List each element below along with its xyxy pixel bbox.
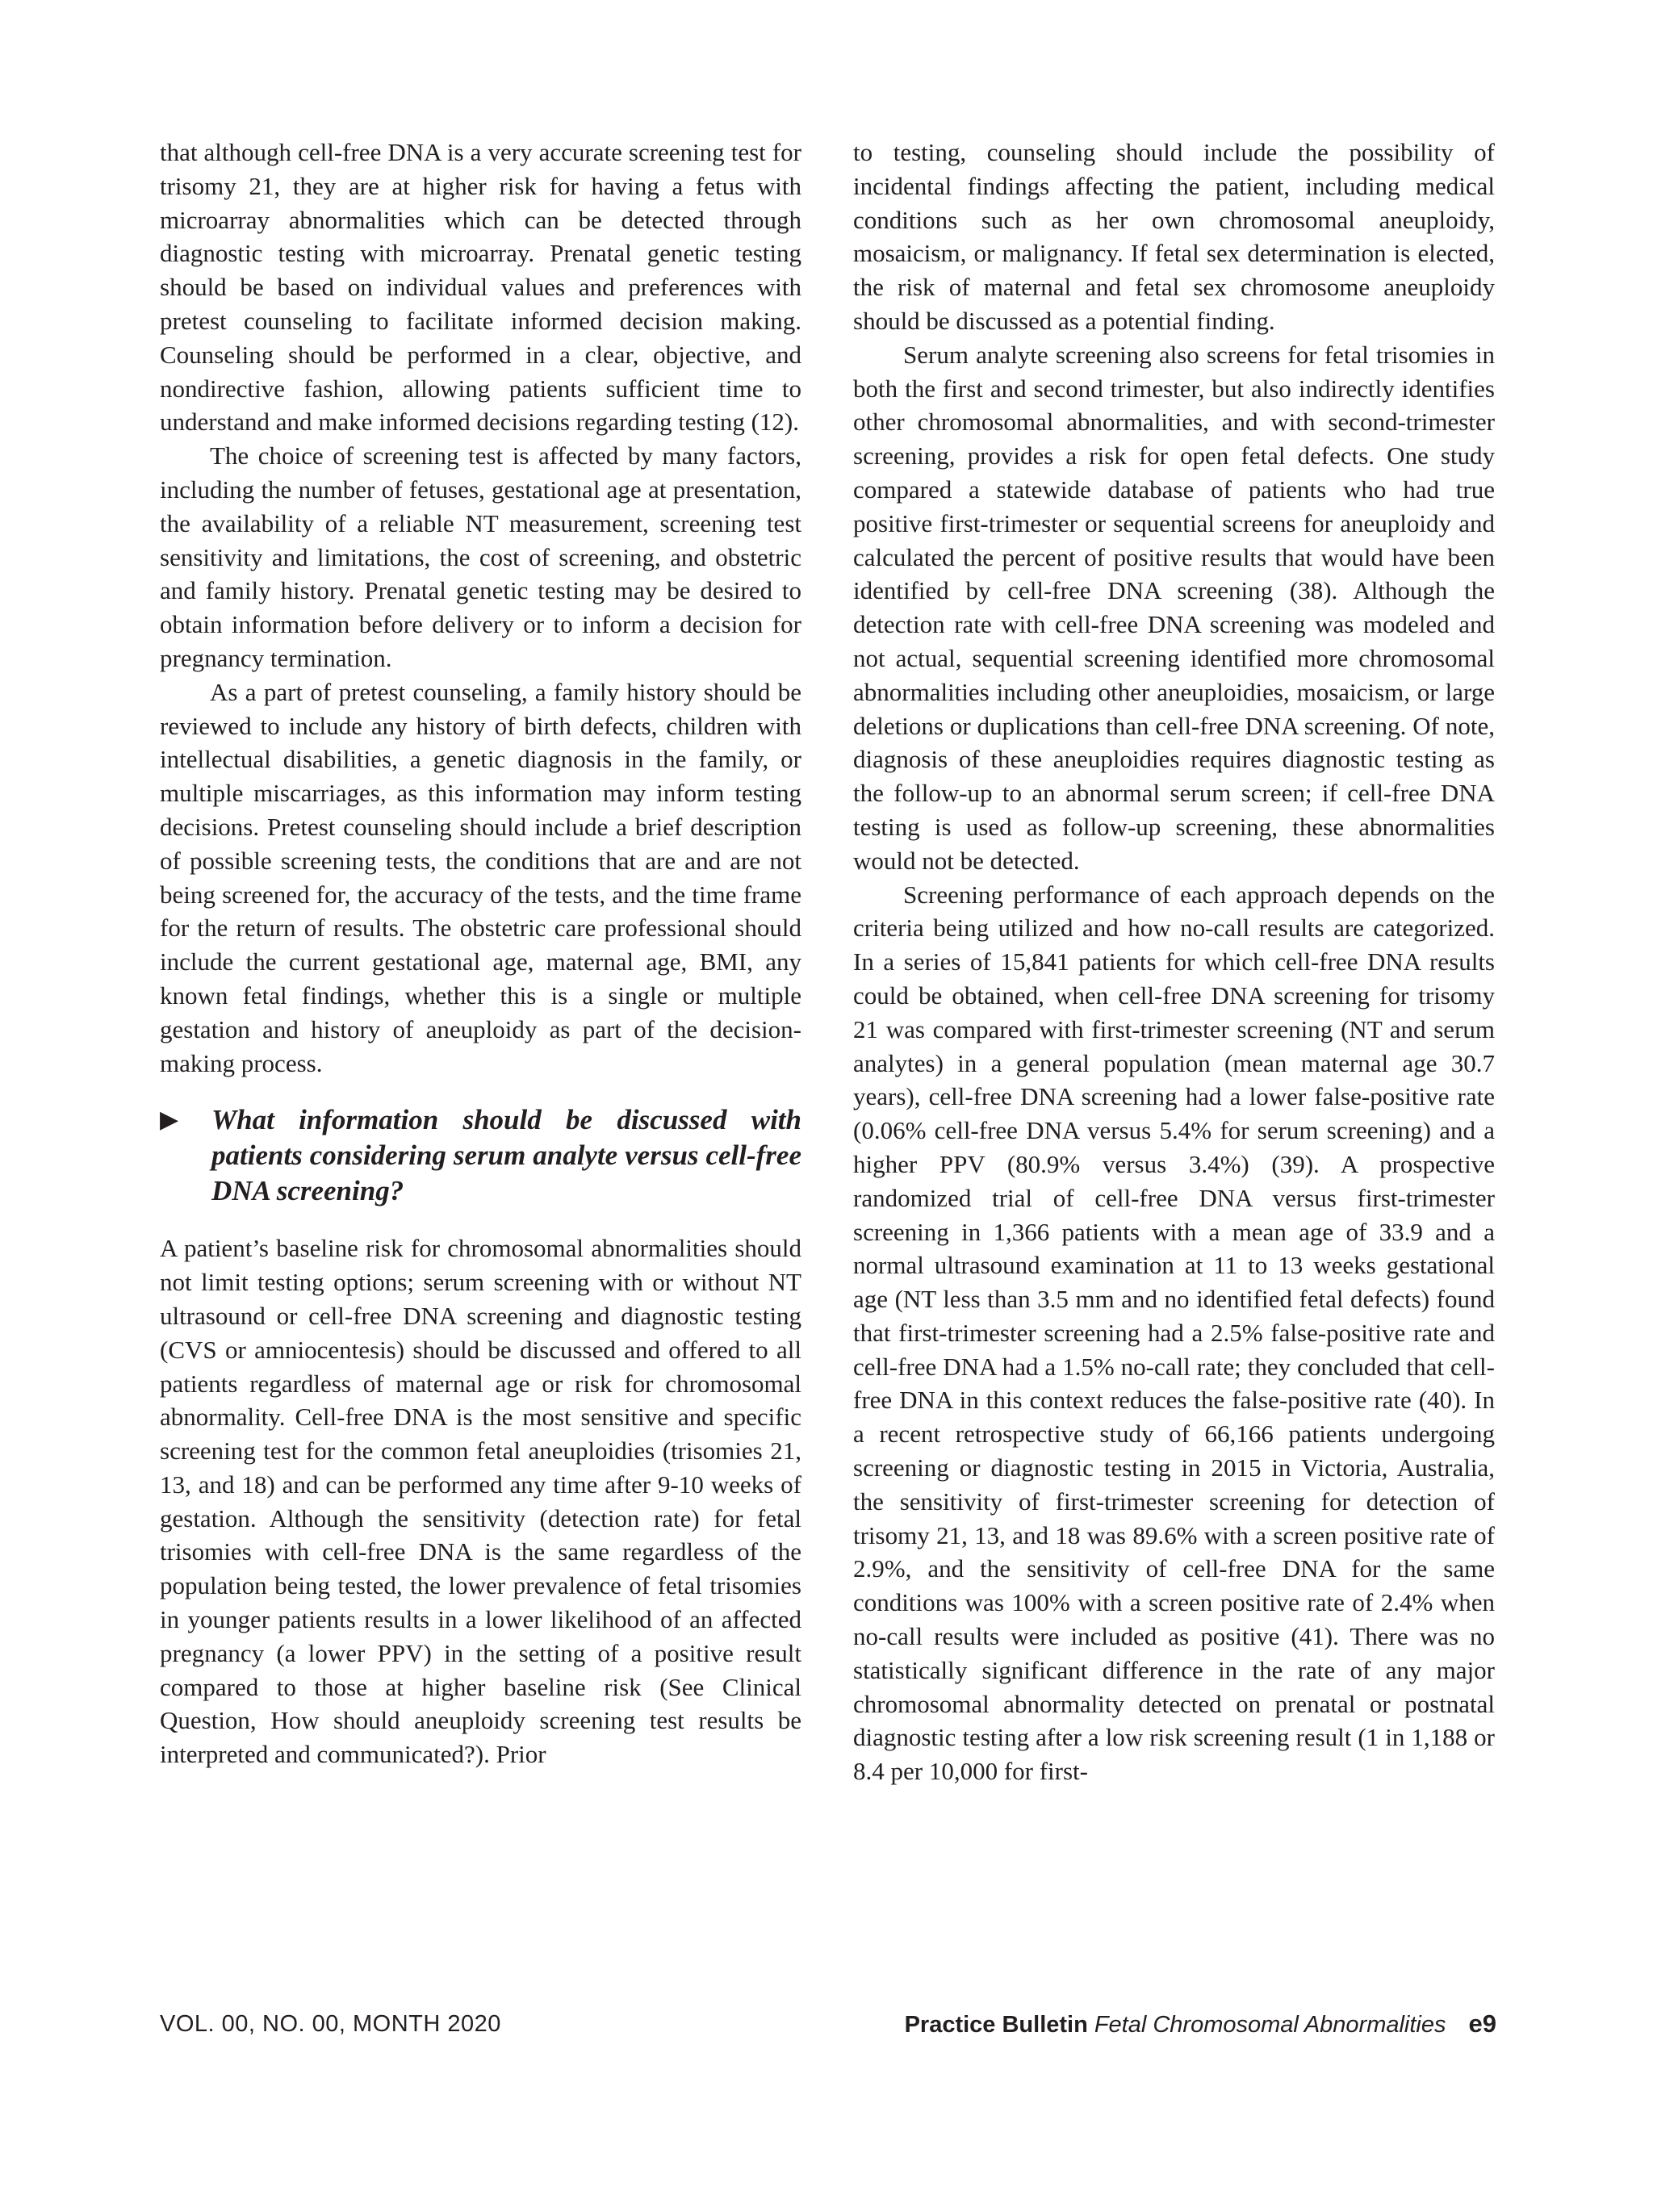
- paragraph: The choice of screening test is affected by many factors, including the number of fetuses, gestational age at presentation, the availability of a reliable NT measurement, screening test sensitivity and limitations, the cost of screening, and obstetric and family history. Prenatal genetic testing may be desired to obtain information before delivery or to inform a decision for pregnancy termination.: [160, 441, 801, 672]
- footer-volume: VOL. 00, NO. 00, MONTH 2020: [160, 2011, 501, 2037]
- paragraph: As a part of pretest counseling, a family history should be reviewed to include any history of birth defects, children with intellectual disabilities, a genetic diagnosis in the family, or multiple miscarriages, as this information may inform testing decisions. Pretest counseling should include a brief description of possible screening tests, the conditions that are and are not being screened for, the accuracy of the tests, and the time frame for the return of results. The obstetric care professional should include the current gestational age, maternal age, BMI, any known fetal findings, whether this is a single or multiple gestation and history of aneuploidy as part of the decision-making process.: [160, 677, 801, 1077]
- paragraph: Serum analyte screening also screens for fetal trisomies in both the first and second trimester, but also indirectly identifies other chromosomal abnormalities, and with second-trimester screening, provides a risk for open fetal defects. One study compared a statewide database of patients who had true positive first-trimester or sequential screens for aneuploidy and calculated the percent of positive results that would have been identified by cell-free DNA screening (38). Although the detection rate with cell-free DNA screening was modeled and not actual, sequential screening identified more chromosomal abnormalities including other aneuploidies, mosaicism, or large deletions or duplications than cell-free DNA screening. Of note, diagnosis of these aneuploidies requires diagnostic testing as the follow-up to an abnormal serum screen; if cell-free DNA testing is used as follow-up screening, these abnormalities would not be detected.: [853, 340, 1495, 875]
- triangle-bullet-icon: ▶: [160, 1106, 179, 1134]
- left-column: [160, 136, 801, 1771]
- page-number: e9: [1468, 2009, 1496, 2038]
- paragraph: Screening performance of each approach depends on the criteria being utilized and how no-call results are categorized. In a series of 15,841 patients for which cell-free DNA results could be obtained, when cell-free DNA screening for trisomy 21 was compared with first-trimester screening (NT and serum analytes) in a general population (mean maternal age 30.7 years), cell-free DNA screening had a lower false-positive rate (0.06% cell-free DNA versus 5.4% for serum screening) and a higher PPV (80.9% versus 3.4%) (39). A prospective randomized trial of cell-free DNA versus first-trimester screening in 1,366 patients with a mean age of 33.9 and a normal ultrasound examination at 11 to 13 weeks gestational age (NT less than 3.5 mm and no identified fetal defects) found that first-trimester screening had a 2.5% false-positive rate and cell-free DNA had a 1.5% no-call rate; they concluded that cell-free DNA in this context reduces the false-positive rate (40). In a recent retrospective study of 66,166 patients undergoing screening or diagnostic testing in 2015 in Victoria, Australia, the sensitivity of first-trimester screening for detection of trisomy 21, 13, and 18 was 89.6% with a screen positive rate of 2.9%, and the sensitivity of cell-free DNA for the same conditions was 100% with a screen positive rate of 2.4% when no-call results were included as positive (41). There was no statistically significant difference in the rate of any major chromosomal abnormality detected on prenatal or postnatal diagnostic testing after a low risk screening result (1 in 1,188 or 8.4 per 10,000 for first-: [853, 880, 1495, 1786]
- footer-topic: Fetal Chromosomal Abnormalities: [1094, 2012, 1446, 2038]
- paragraph: to testing, counseling should include the possibility of incidental findings affecting the patient, including medical conditions such as her own chromosomal aneuploidy, mosaicism, or malignancy. If fetal sex determination is elected, the risk of maternal and fetal sex chromosome aneuploidy should be discussed as a potential finding.: [853, 138, 1495, 335]
- clinical-question-heading: [160, 1102, 801, 1209]
- paragraph: A patient’s baseline risk for chromosomal abnormalities should not limit testing options; serum screening with or without NT ultrasound or cell-free DNA screening and diagnostic testing (CVS or amniocentesis) should be discussed and offered to all patients regardless of maternal age or risk for chromosomal abnormality. Cell-free DNA is the most sensitive and specific screening test for the common fetal aneuploidies (trisomies 21, 13, and 18) and can be performed any time after 9-10 weeks of gestation. Although the sensitivity (detection rate) for fetal trisomies with cell-free DNA is the same regardless of the population being tested, the lower prevalence of fetal trisomies in younger patients results in a lower likelihood of an affected pregnancy (a lower PPV) in the setting of a positive result compared to those at higher baseline risk (See Clinical Question, How should aneuploidy screening test results be interpreted and communicated?). Prior: [160, 1234, 801, 1769]
- paragraph: that although cell-free DNA is a very accurate screening test for trisomy 21, they are at higher risk for having a fetus with microarray abnormalities which can be detected through diagnostic testing with microarray. Prenatal genetic testing should be based on individual values and preferences with pretest counseling to facilitate informed decision making. Counseling should be performed in a clear, objective, and nondirective fashion, allowing patients sufficient time to understand and make informed decisions regarding testing (12).: [160, 138, 801, 437]
- question-text: What information should be discussed with patients considering serum analyte versus cell-free DNA screening?: [211, 1104, 801, 1207]
- footer-running-title: [905, 2009, 1496, 2039]
- footer-series: Practice Bulletin: [904, 2012, 1088, 2038]
- right-column: [853, 136, 1495, 1788]
